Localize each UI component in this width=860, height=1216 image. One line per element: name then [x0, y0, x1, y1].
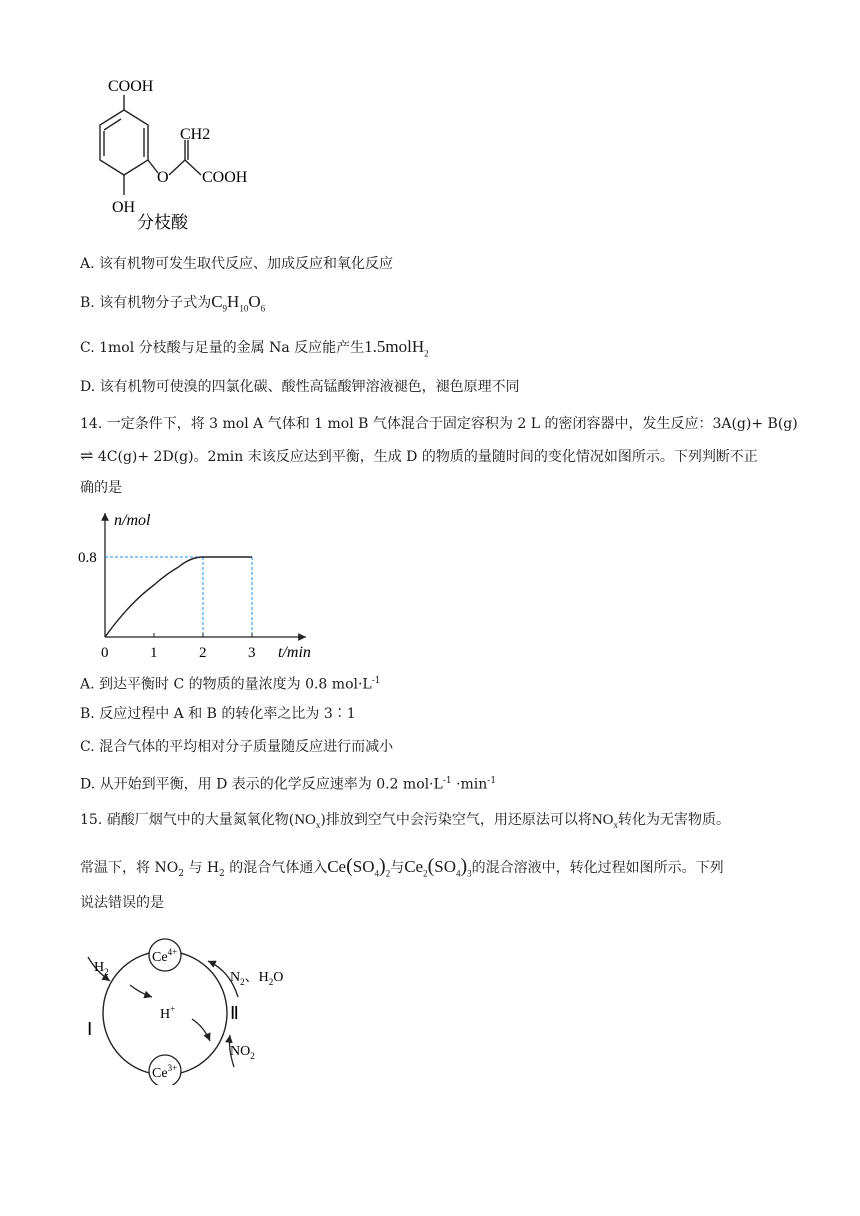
- q13-option-a: A. 该有机物可发生取代反应、加成反应和氧化反应: [80, 256, 394, 272]
- d-amount-curve: [105, 557, 252, 637]
- inner-arrow-2: [192, 1019, 210, 1041]
- h-plus-label: H+: [160, 1004, 176, 1022]
- q13-option-c-text: C. 1mol 分枝酸与足量的金属 Na 反应能产生: [80, 340, 365, 356]
- oh-label: OH: [112, 199, 136, 216]
- chorismic-acid-structure: [80, 70, 280, 235]
- chart-svg: [78, 505, 328, 665]
- q13-formula: $C_9H_{10}O_6$: [211, 292, 266, 314]
- ce4-label: $Ce^{4+}$: [152, 947, 178, 965]
- q13-option-d: D. 该有机物可使溴的四氯化碳、酸性高锰酸钾溶液褪色，褪色原理不同: [80, 379, 520, 395]
- q14-stem-line2: ⇌ 4C(g)+ 2D(g)。2min 末该反应达到平衡，生成 D 的物质的量随时间的变化情况如图所示。下列判断不正: [80, 446, 758, 465]
- cooh-side-label: COOH: [202, 169, 248, 186]
- ce3-label: $Ce^{3+}$: [152, 1063, 178, 1081]
- q13-option-c: [80, 337, 429, 363]
- n2-h2o-label: $N_2$、$H_2O$: [230, 970, 284, 987]
- ether-o-label: O: [157, 169, 169, 186]
- ce-cycle-figure: [80, 935, 310, 1085]
- q14-option-b: B. 反应过程中 A 和 B 的转化率之比为 3∶1: [80, 706, 356, 722]
- cooh-top-label: COOH: [108, 78, 154, 95]
- no2-label: $NO_2$: [230, 1044, 255, 1061]
- stage-ii-label: Ⅱ: [230, 1003, 239, 1023]
- x-axis-label: t/min: [278, 644, 311, 661]
- ce-so4-2-formula: $Ce(SO_4)_2$: [327, 855, 391, 879]
- ce2-so4-3-formula: $Ce_2(SO_4)_3$: [404, 855, 472, 879]
- ce-cycle-svg: [80, 935, 310, 1085]
- equilibrium-arrow: ⇌: [80, 446, 94, 465]
- q15-stem-line2: 常温下，将 $NO_2$ 与 $H_2$ 的混合气体通入$Ce(SO_4)_2$与$Ce_2(SO_4)_3$的混合溶液中，转化过程如图所示。下列: [80, 855, 724, 879]
- compound-name: 分枝酸: [137, 213, 188, 233]
- q13-c-formula: 1.5molH$_2$: [364, 337, 429, 359]
- q14-option-a: A. 到达平衡时 C 的物质的量浓度为 0.8 $mol\cdot L^{-1}$: [80, 676, 381, 693]
- h2-label: $H_2$: [94, 960, 109, 977]
- q13-option-b: [80, 292, 265, 318]
- ch2-label: CH2: [180, 126, 211, 143]
- q15-stem-line3: 说法错误的是: [80, 895, 164, 911]
- q13-option-b-text: B. 该有机物分子式为: [80, 295, 212, 311]
- q15-stem-line1: 15. 硝酸厂烟气中的大量氮氧化物$(NO_x)$排放到空气中会污染空气，用还原法可以将$NO_x$转化为无害物质。: [80, 812, 730, 830]
- q14-option-d: D. 从开始到平衡，用 D 表示的化学反应速率为 0.2 $mol\cdot L^{-1} \cdot\min^{-1}$: [80, 776, 497, 793]
- q14-stem-line1: 14. 一定条件下，将 3 mol A 气体和 1 mol B 气体混合于固定容积为 2 L 的密闭容器中，发生反应：3A(g)+ B(g): [80, 416, 798, 432]
- q14-stem-line3: 确的是: [80, 480, 122, 496]
- stage-i-label: Ⅰ: [87, 1019, 93, 1039]
- chorismic-acid-figure: [80, 70, 280, 235]
- y-axis-label: n/mol: [114, 512, 151, 529]
- x-tick-label: 2: [199, 645, 207, 661]
- inner-arrow-1: [130, 985, 152, 997]
- x-tick-label: 1: [150, 645, 158, 661]
- q14-option-c: C. 混合气体的平均相对分子质量随反应进行而减小: [80, 739, 394, 755]
- x-tick-label: 3: [248, 645, 256, 661]
- y-tick-label: 0.8: [78, 550, 97, 566]
- x-tick-label: 0: [101, 645, 109, 661]
- d-amount-chart: [78, 505, 328, 665]
